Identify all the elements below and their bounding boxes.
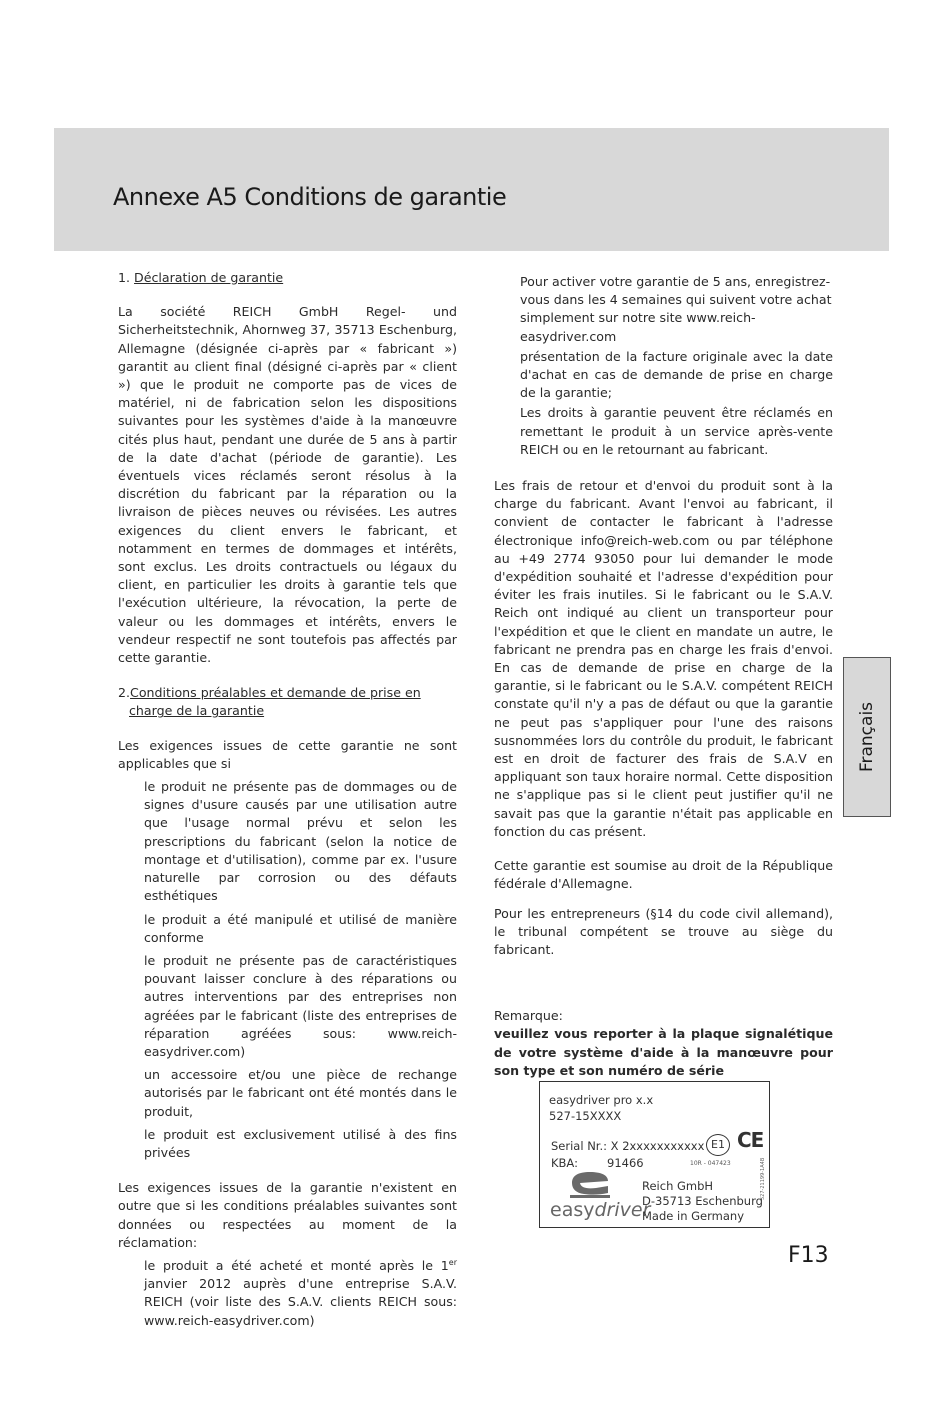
superscript: er [448, 1257, 457, 1267]
condition-text: janvier 2012 auprès d'une entreprise S.A.V. REICH (voir liste des S.A.V. clients REICH sous: www.reich-easydriver.com) [144, 1276, 457, 1328]
section-1-number: 1. [118, 270, 135, 285]
page-number: F13 [788, 1243, 829, 1268]
condition-item [144, 1257, 457, 1330]
page-title: Annexe A5 Conditions de garantie [113, 183, 507, 211]
plate-approval-number: 10R - 047423 [690, 1160, 731, 1167]
law-paragraph: Cette garantie est soumise au droit de la République fédérale d'Allemagne. [494, 858, 833, 892]
plate-made-in: Made in Germany [642, 1209, 744, 1223]
logo-text-easy: easy [550, 1199, 595, 1221]
section-1-title: Déclaration de garantie [134, 270, 284, 285]
jurisdiction-paragraph: Pour les entrepreneurs (§14 du code civil allemand), le tribunal compétent se trouve au siège du fabricant. [494, 905, 833, 957]
section-2-intro: Les exigences issues de cette garantie ne sont applicables que si [118, 737, 457, 771]
e1-mark-icon: E1 [706, 1134, 730, 1156]
condition-text: le produit a été acheté et monté après le 1 [144, 1257, 449, 1273]
plate-kba-value: 91466 [607, 1156, 644, 1170]
right-column [494, 273, 833, 1080]
condition-item: Pour activer votre garantie de 5 ans, enregistrez-vous dans les 4 semaines qui suivent votre achat simplement sur notre site www.reich-easydriver.com [520, 274, 832, 344]
condition-item: un accessoire et/ou une pièce de rechange autorisés par le fabricant ont été montés dans le produit, [144, 1067, 457, 1119]
ce-mark-icon: CE [737, 1128, 764, 1152]
section-1-heading [118, 269, 457, 287]
type-plate [539, 1081, 770, 1228]
condition-item: Les droits à garantie peuvent être réclamés en remettant le produit à un service après-vente REICH ou en le retournant au fabricant. [520, 405, 833, 457]
plate-model: easydriver pro x.x [549, 1093, 654, 1107]
plate-number: 527-15XXXX [549, 1109, 622, 1123]
shipping-paragraph: Les frais de retour et d'envoi du produit sont à la charge du fabricant. Avant l'envoi au fabricant, il convient de contacter le fabricant à l'adresse électronique info@reich-web.com ou par téléphone au +49 2774 93050 pour lui demander le mode d'expédition souhaité et l'adresse d'expédition pour éviter les frais inutiles. Si le fabricant ou le S.A.V. Reich ont indiqué au client un transporteur pour l'expédition et que le client en mandate un autre, le fabricant ne prendra pas en charge les frais d'envoi. En cas de demande de prise en charge de la garantie, si le fabricant ou le S.A.V. compétent REICH constate qu'il n'y a pas de défaut ou que la garantie ne peut pas s'appliquer pour l'une des raisons susnommées lors du contrôle du produit, le fabricant est en droit de facturer des frais de S.A.V en appliquant son taux horaire normal. Cette disposition ne s'applique pas si le client peut justifier qu'il ne savait pas que la garantie n'était pas applicable en fonction du cas présent. [494, 478, 833, 839]
plate-logo-word [550, 1199, 651, 1221]
plate-serial: Serial Nr.: X 2xxxxxxxxxxx [551, 1139, 705, 1153]
plate-address: D-35713 Eschenburg [642, 1194, 763, 1208]
section-3-intro: Les exigences issues de la garantie n'existent en outre que si les conditions préalables suivantes sont données ou respectées au moment de la réclamation: [118, 1180, 457, 1250]
condition-item: le produit a été manipulé et utilisé de manière conforme [144, 911, 457, 945]
plate-kba-label: KBA: [551, 1156, 578, 1170]
left-column [118, 269, 457, 1330]
condition-item: le produit est exclusivement utilisé à des fins privées [144, 1126, 457, 1160]
logo-text-driver: driver [594, 1199, 651, 1221]
section-1-body: La société REICH GmbH Regel- und Sicherheitstechnik, Ahornweg 37, 35713 Eschenburg, Allemagne (désignée ci-après par « fabricant ») garantit au client final (désigné ci-après par « client ») que le produit ne comporte pas de vices de matériel, ni de fabrication selon les dispositions suivantes pour les systèmes d'aide à la manœuvre cités plus haut, pendant une durée de 5 ans à partir de la date d'achat (période de garantie). Les éventuels vices réclamés seront résolus à la discrétion du fabricant par la réparation ou la livraison de pièces neuves ou révisées. Les autres exigences du client envers le fabricant, et notamment en termes de dommages et intérêts, sont exclus. Les droits contractuels ou légaux du client, en particulier les droits à garantie tels que l'exécution ultérieure, la révocation, la perte de valeur ou les dommages et intérêts, envers le vendeur respectif ne sont toutefois pas affectés par cette garantie. [118, 304, 457, 666]
header-banner [54, 128, 889, 251]
section-2-number: 2. [118, 685, 131, 701]
plate-company: Reich GmbH [642, 1179, 714, 1193]
easydriver-logo-icon [569, 1171, 611, 1199]
remark-label: Remarque: [494, 1008, 563, 1024]
language-tab [843, 657, 891, 817]
language-tab-label: Français [857, 701, 877, 773]
condition-item: présentation de la facture originale avec la date d'achat en cas de demande de prise en charge de la garantie; [520, 348, 833, 401]
condition-item: le produit ne présente pas de caractéristiques pouvant laisser conclure à des réparations ou autres interventions par des entreprises non agréées par le fabricant (liste des entreprises de réparation agréées sous: www.reich-easydriver.com) [144, 952, 457, 1059]
remark-text: veuillez vous reporter à la plaque signalétique de votre système d'aide à la manœuvre pour son type et son numéro de série [494, 1026, 833, 1078]
section-2-title: Conditions préalables et demande de prise en charge de la garantie [129, 685, 421, 719]
section-2-heading [118, 684, 457, 720]
condition-item: le produit ne présente pas de dommages ou de signes d'usure causés par une utilisation autre que l'usage normal prévu et selon les prescriptions du fabricant (selon la notice de montage et d'utilisation), comme par ex. l'usure naturelle par corrosion ou des défauts esthétiques [144, 779, 457, 904]
plate-side-code: 527-21199-1A4B [760, 1157, 766, 1200]
